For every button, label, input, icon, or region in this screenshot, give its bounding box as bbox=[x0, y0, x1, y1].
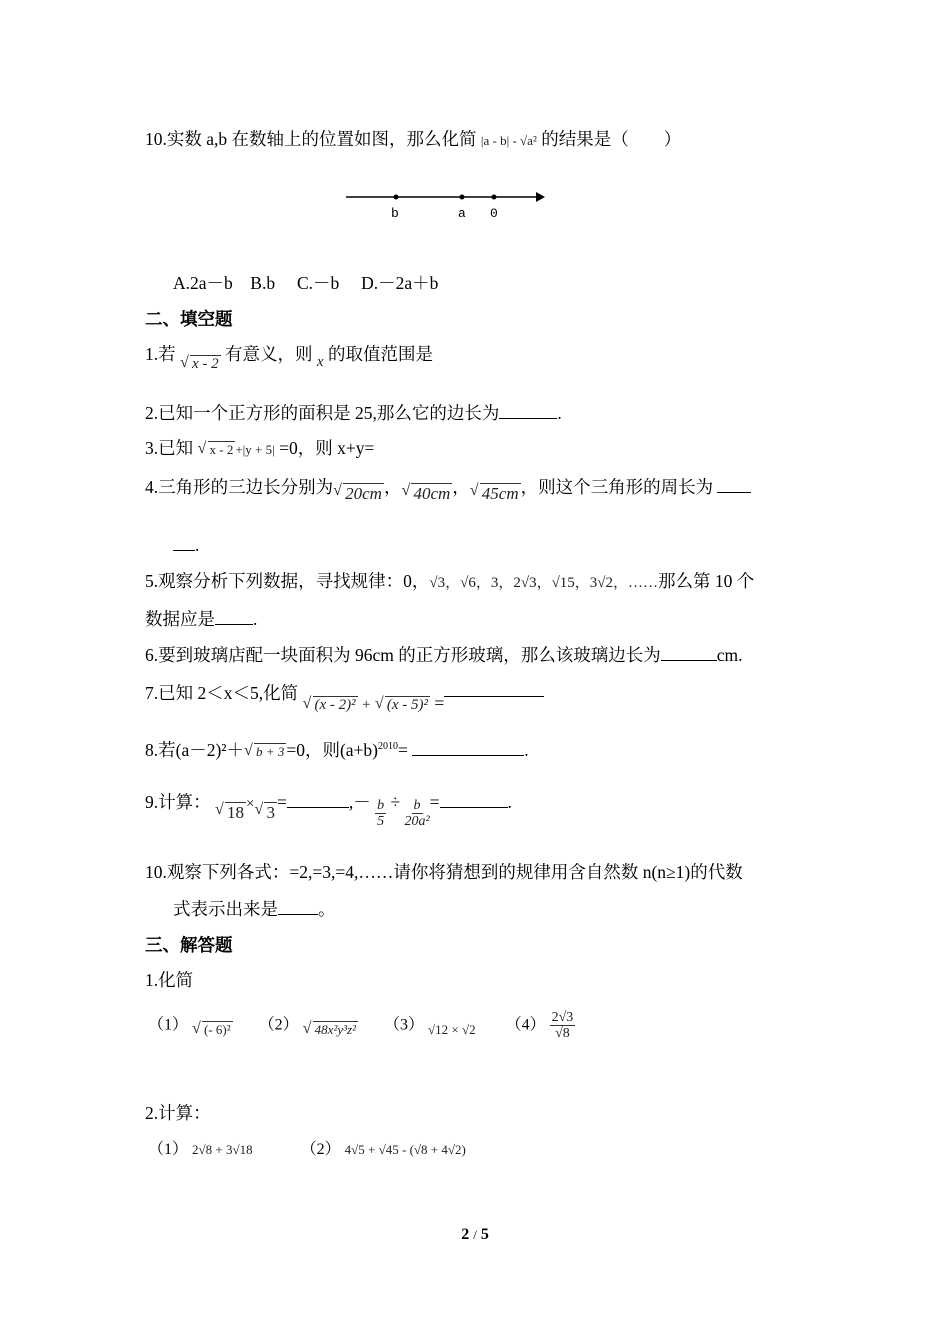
item-label: （4） bbox=[505, 1016, 546, 1034]
q10-end: 。 bbox=[318, 899, 336, 919]
radicand: b + 3 bbox=[256, 744, 285, 759]
fraction-2 bbox=[404, 798, 429, 830]
question-text: 10.实数 a,b 在数轴上的位置如图，那么化简 bbox=[145, 129, 477, 149]
sqrt-expression-2: √ (x - 5)² bbox=[374, 695, 428, 713]
radicand: 18 bbox=[227, 802, 244, 822]
q9-post: = bbox=[429, 791, 440, 812]
item-label: （3） bbox=[383, 1016, 424, 1034]
fraction-1 bbox=[375, 798, 386, 830]
item-label: （1） bbox=[148, 1141, 189, 1158]
fill-question-6 bbox=[145, 642, 743, 667]
denominator: √8 bbox=[555, 1026, 570, 1042]
answer-blank bbox=[173, 536, 195, 551]
question-10-mc bbox=[145, 126, 681, 151]
q4-pre: 4.三角形的三边长分别为 bbox=[145, 477, 334, 497]
section-2-heading: 二、填空题 bbox=[145, 309, 233, 329]
q7-post: = bbox=[434, 693, 445, 713]
answer-blank bbox=[278, 900, 318, 915]
sqrt-expression: √ 48x²y³z² bbox=[302, 1019, 356, 1037]
sqrt-20: √ 20cm bbox=[333, 482, 382, 503]
fill-question-4-cont bbox=[173, 535, 199, 556]
number-sequence: √3，√6，3，2√3，√15，3√2，…… bbox=[429, 575, 659, 591]
q4-post: ，则这个三角形的周长为 bbox=[520, 477, 714, 497]
q5-pre: 5.观察分析下列数据，寻找规律：0， bbox=[145, 571, 430, 591]
label-a: a bbox=[458, 206, 466, 221]
q9-equals: = bbox=[276, 791, 287, 812]
q5-post: 那么第 10 个 bbox=[658, 571, 755, 591]
math-expression: 2√8 + 3√18 bbox=[192, 1142, 253, 1157]
fill-question-4: 4.三角形的三边长分别为 √ 20cm ， √ 40cm ， √ 45cm ，则这个三角形的周长为 bbox=[145, 474, 751, 499]
radicand: 45cm bbox=[481, 484, 519, 503]
radicand: 40cm bbox=[413, 484, 451, 503]
q2-pre: 2.已知一个正方形的面积是 25,那么它的边长为 bbox=[145, 403, 500, 423]
answer-blank bbox=[444, 682, 544, 697]
item-label: （2） bbox=[300, 1141, 341, 1158]
q8-pre: 8.若(a－2)²＋ bbox=[145, 740, 245, 760]
q8-end: . bbox=[524, 740, 529, 760]
answer-blank bbox=[287, 793, 349, 808]
current-page: 2 bbox=[461, 1226, 470, 1243]
fill-question-5-cont bbox=[145, 606, 257, 631]
q10-line2: 式表示出来是 bbox=[173, 899, 278, 919]
q1-pre: 1.若 bbox=[145, 344, 176, 364]
solve-question-2-items bbox=[148, 1136, 466, 1159]
variable-x: x bbox=[316, 354, 324, 370]
fill-question-2 bbox=[145, 400, 562, 425]
fill-question-3 bbox=[145, 435, 374, 460]
page-number bbox=[0, 1226, 950, 1244]
page-separator: / bbox=[473, 1227, 477, 1242]
sqrt-40: √ 40cm bbox=[401, 482, 451, 503]
math-expression: √12 × √2 bbox=[427, 1021, 476, 1037]
fill-question-7: 7.已知 2＜x＜5,化简 √ (x - 2)² + √ (x - 5)² = bbox=[145, 680, 544, 705]
radicand: (x - 2)² bbox=[314, 697, 356, 713]
solve-question-1-title: 1.化简 bbox=[145, 970, 194, 990]
q5-end: . bbox=[253, 609, 258, 629]
radicand: 48x²y³z² bbox=[314, 1021, 356, 1037]
item-label: （2） bbox=[258, 1016, 299, 1034]
q5-line2: 数据应是 bbox=[145, 609, 215, 629]
item-label: （1） bbox=[148, 1016, 189, 1034]
fraction bbox=[550, 1010, 576, 1042]
answer-blank bbox=[717, 478, 751, 493]
divide-sign: ÷ bbox=[390, 791, 401, 812]
question-tail: 的结果是（ ） bbox=[541, 129, 682, 149]
fill-question-10-cont bbox=[173, 896, 336, 921]
abs-expression: +|y + 5| bbox=[235, 442, 275, 457]
answer-blank bbox=[215, 610, 253, 625]
q9-end: . bbox=[507, 791, 512, 812]
q9-pre: 9.计算： bbox=[145, 791, 211, 812]
sqrt-3: √ 3 bbox=[254, 800, 275, 822]
sqrt-45: √ 45cm bbox=[469, 482, 519, 503]
math-expression: 4√5 + √45 - (√8 + 4√2) bbox=[344, 1142, 466, 1157]
section-3-heading: 三、解答题 bbox=[145, 935, 233, 955]
point-b bbox=[394, 195, 399, 200]
sqrt-expression: √ x - 2 bbox=[197, 440, 234, 457]
numerator: b bbox=[377, 798, 385, 813]
label-b: b bbox=[391, 206, 399, 221]
q6-post: cm. bbox=[716, 645, 743, 665]
denominator: 20a² bbox=[404, 814, 430, 830]
number-line-arrow bbox=[536, 192, 545, 202]
fill-question-9: 9.计算： √ 18 × √ 3= ,－ $\frac{b}{5}$ ÷ $\frac{b}{\text{20a²}}$ = . bbox=[145, 791, 512, 830]
radicand: (x - 5)² bbox=[386, 697, 428, 713]
fill-question-1 bbox=[145, 341, 433, 372]
answer-blank bbox=[412, 741, 524, 756]
q1-post: 的取值范围是 bbox=[327, 344, 433, 364]
answer-options: A.2a－b B.b C.－b D.－2a＋b bbox=[173, 273, 439, 293]
q7-pre: 7.已知 2＜x＜5,化简 bbox=[145, 683, 299, 703]
q3-pre: 3.已知 bbox=[145, 438, 194, 458]
fill-question-8 bbox=[145, 737, 529, 762]
sqrt-expression: √ b + 3 bbox=[244, 742, 285, 759]
q3-post: =0，则 x+y= bbox=[279, 438, 375, 458]
radicand: 3 bbox=[266, 802, 275, 822]
number-line bbox=[340, 185, 555, 230]
total-pages: 5 bbox=[480, 1226, 489, 1243]
denominator: 5 bbox=[377, 814, 385, 830]
q8-post: = bbox=[398, 740, 408, 760]
q1-mid: 有意义，则 bbox=[225, 344, 313, 364]
math-expression: |a - b| - √a² bbox=[480, 133, 537, 148]
q2-post: . bbox=[557, 403, 562, 423]
answer-blank bbox=[499, 404, 557, 419]
sqrt-expression: √ (- 6)² bbox=[192, 1019, 231, 1037]
point-zero bbox=[492, 195, 497, 200]
radicand: (- 6)² bbox=[204, 1021, 231, 1037]
radicand: x - 2 bbox=[209, 442, 234, 457]
solve-question-1-items bbox=[148, 1010, 575, 1042]
numerator: b bbox=[413, 798, 421, 813]
radicand: 20cm bbox=[345, 484, 382, 503]
solve-question-2-title: 2.计算： bbox=[145, 1103, 211, 1123]
fill-question-10: 10.观察下列各式：=2,=3,=4,……请你将猜想到的规律用含自然数 n(n≥1)的代数 bbox=[145, 862, 743, 882]
exponent: 2010 bbox=[378, 741, 398, 753]
label-zero: 0 bbox=[490, 206, 498, 221]
q8-mid: =0，则(a+b) bbox=[286, 740, 378, 760]
numerator: 2√3 bbox=[551, 1010, 574, 1025]
radicand: x - 2 bbox=[192, 356, 219, 372]
sqrt-18: √ 18 bbox=[215, 800, 244, 822]
sqrt-expression-1: √ (x - 2)² bbox=[302, 695, 356, 713]
fill-question-5 bbox=[145, 568, 754, 593]
q6-pre: 6.要到玻璃店配一块面积为 96cm 的正方形玻璃，那么该玻璃边长为 bbox=[145, 645, 661, 665]
sqrt-expression: √ x - 2 bbox=[180, 354, 219, 372]
q4-end: . bbox=[195, 535, 200, 555]
q9-mid: ,－ bbox=[348, 791, 371, 812]
answer-blank bbox=[440, 793, 508, 808]
answer-blank bbox=[661, 646, 717, 661]
point-a bbox=[460, 195, 465, 200]
